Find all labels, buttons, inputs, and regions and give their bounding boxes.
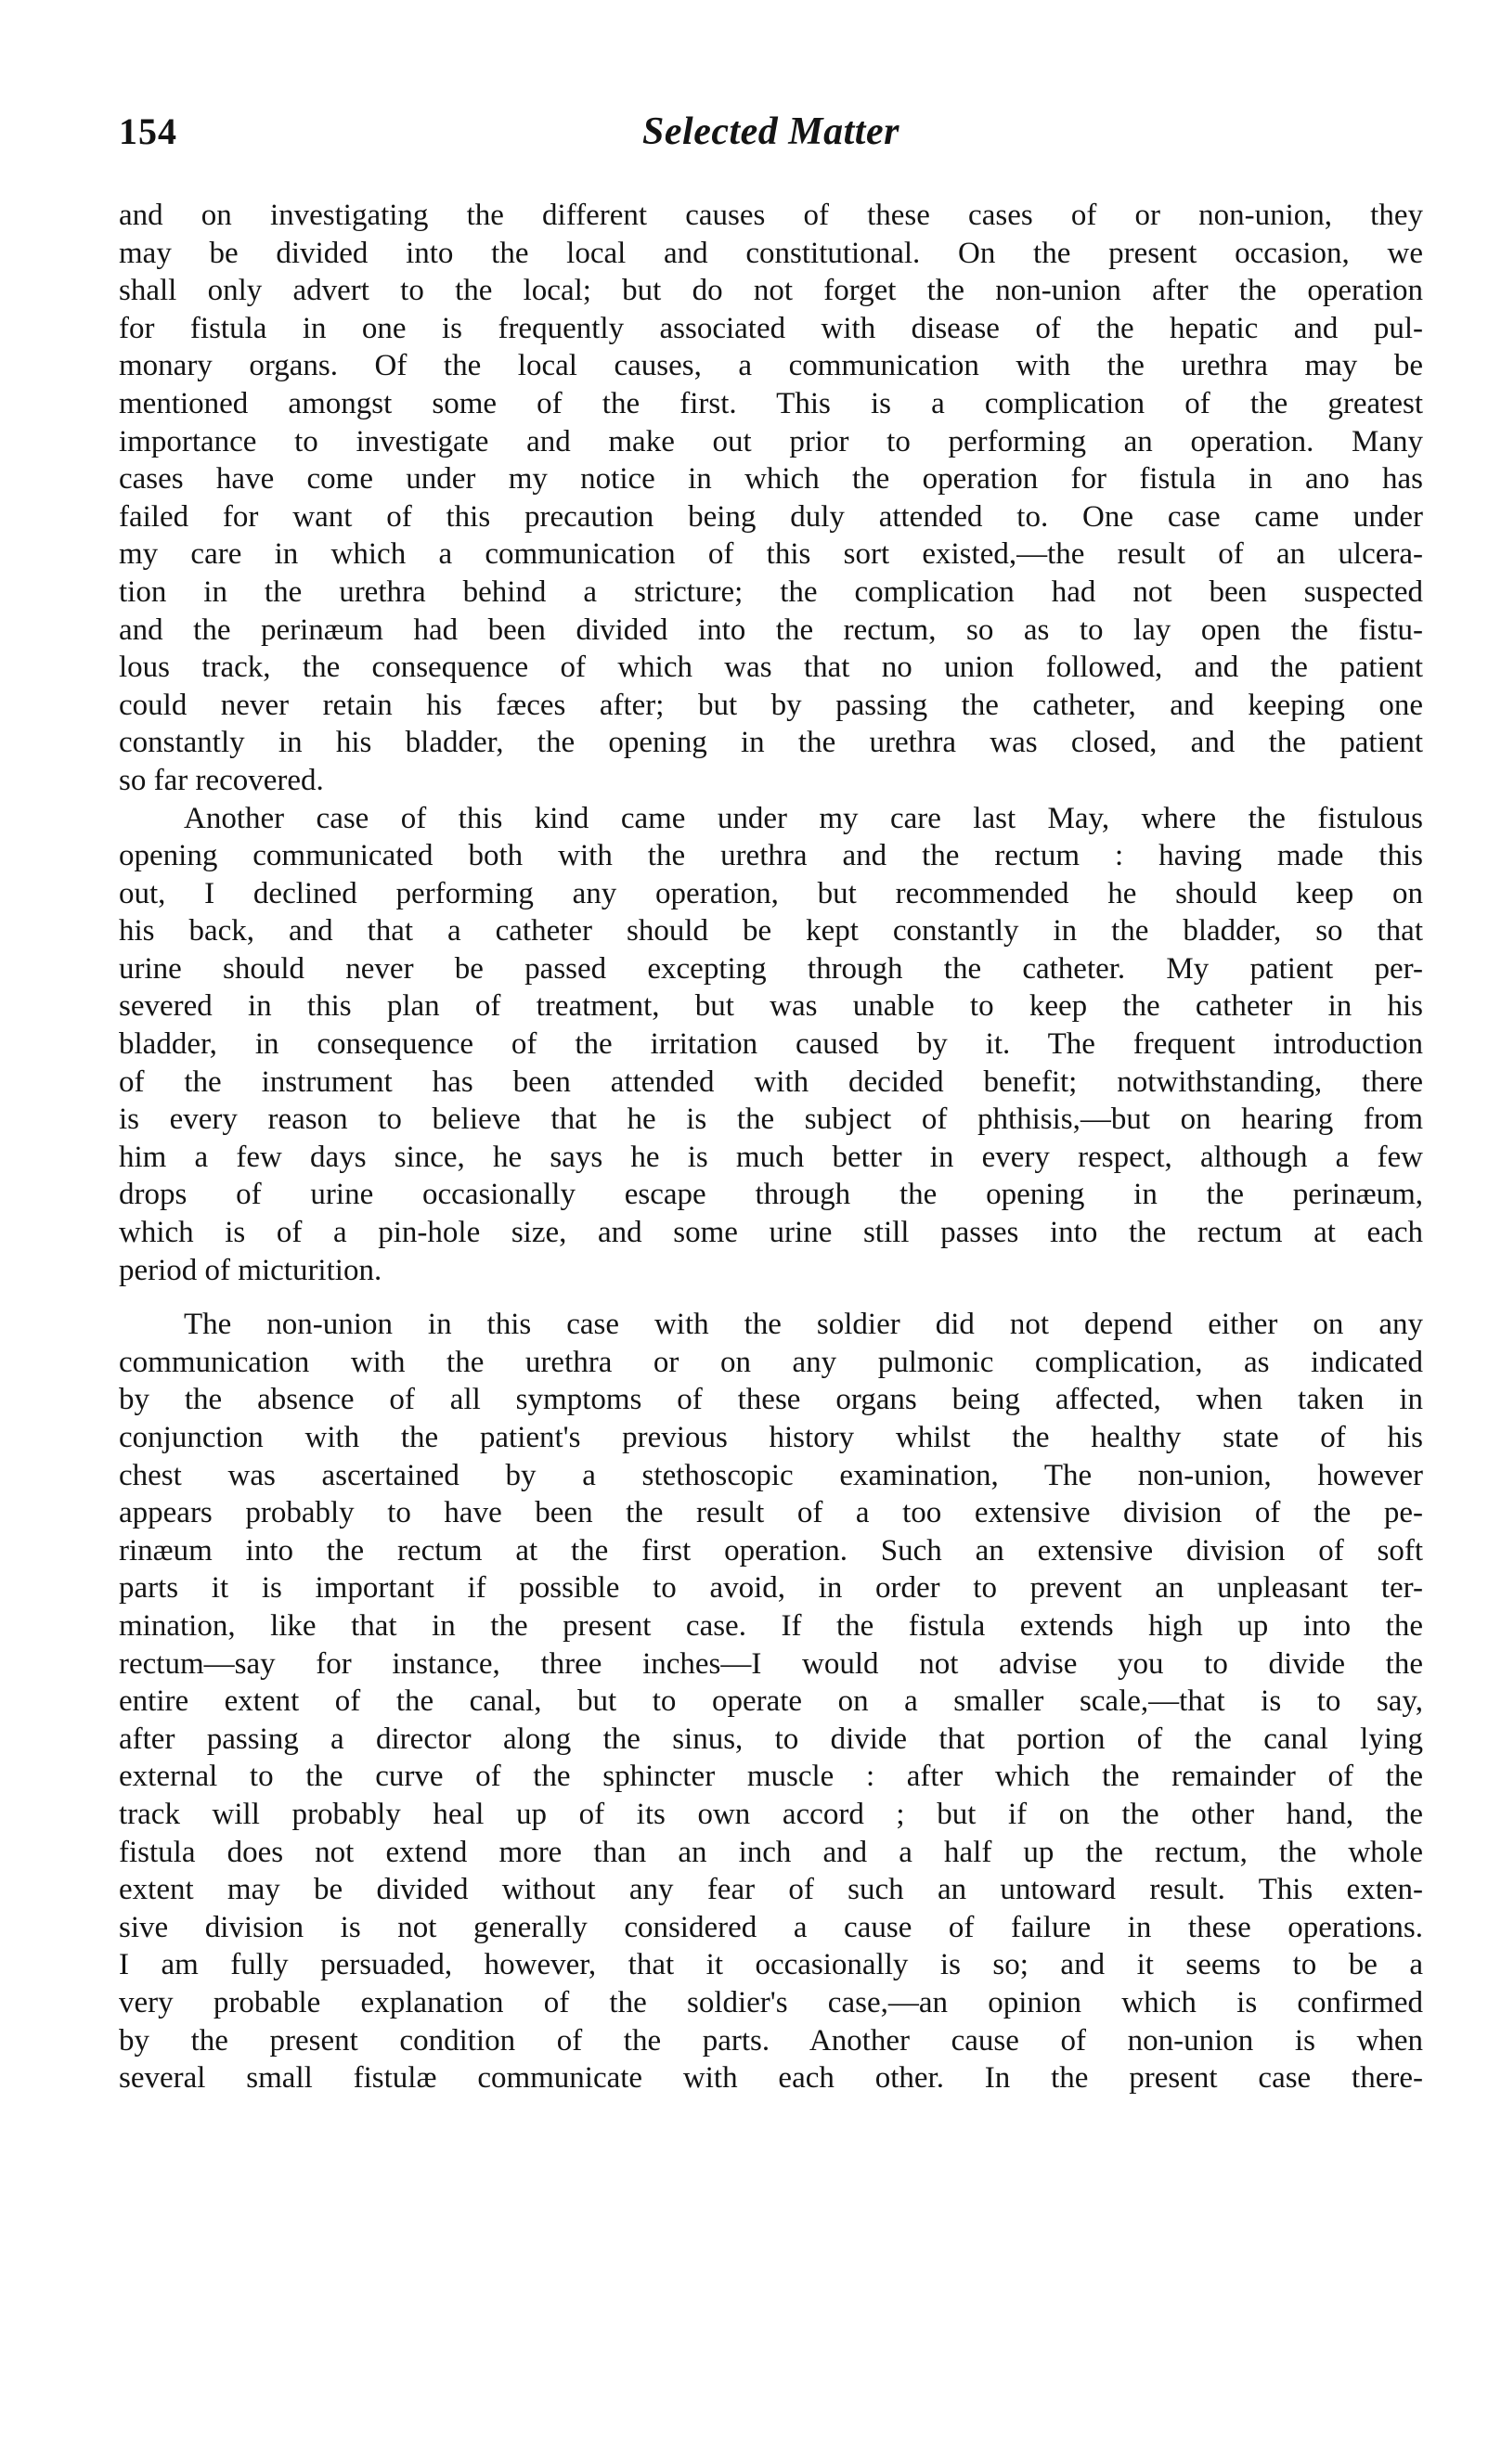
text-line: for fistula in one is frequently associated with disease of the hepatic and pul- (119, 311, 1423, 345)
text-line: his back, and that a catheter should be kept constantly in the bladder, so that (119, 914, 1423, 948)
text-line: severed in this plan of treatment, but was unable to keep the catheter in his (119, 989, 1423, 1024)
text-line: so far recovered. (119, 763, 324, 797)
text-line: could never retain his fæces after; but by passing the catheter, and keeping one (119, 688, 1423, 722)
text-line: tion in the urethra behind a stricture; the complication had not been suspected (119, 574, 1423, 609)
text-line: constantly in his bladder, the opening in the urethra was closed, and the patient (119, 726, 1423, 760)
text-line: mentioned amongst some of the first. This is a complication of the greatest (119, 386, 1423, 420)
text-line: out, I declined performing any operation, but recommended he should keep on (119, 876, 1423, 910)
text-line: after passing a director along the sinus, to divide that portion of the canal lying (119, 1722, 1423, 1756)
text-line: appears probably to have been the result of a too extensive division of the pe- (119, 1496, 1423, 1530)
text-line: which is of a pin-hole size, and some urine still passes into the rectum at each (119, 1216, 1423, 1250)
text-line: by the absence of all symptoms of these organs being affected, when taken in (119, 1383, 1423, 1417)
text-line: by the present condition of the parts. Another cause of non-union is when (119, 2023, 1423, 2058)
text-line: urine should never be passed excepting through the catheter. My patient per- (119, 951, 1423, 986)
text-line: shall only advert to the local; but do not forget the non-union after the operation (119, 274, 1423, 308)
text-line: and the perinæum had been divided into the rectum, so as to lay open the fistu- (119, 613, 1423, 647)
paragraph-spacer (119, 1289, 1423, 1306)
text-line: drops of urine occasionally escape through the opening in the perinæum, (119, 1178, 1423, 1212)
paragraph-1 (119, 197, 1423, 800)
paragraph-3 (119, 1306, 1423, 2096)
text-line: fistula does not extend more than an inch and a half up the rectum, the whole (119, 1835, 1423, 1869)
text-line: period of micturition. (119, 1253, 382, 1287)
text-line: importance to investigate and make out prior to performing an operation. Many (119, 424, 1423, 458)
text-line: mination, like that in the present case. If the fistula extends high up into the (119, 1608, 1423, 1643)
text-line: and on investigating the different causes of these cases of or non-union, they (119, 199, 1423, 232)
text-line: entire extent of the canal, but to operate on a smaller scale,—that is to say, (119, 1684, 1423, 1719)
text-line: of the instrument has been attended with decided benefit; notwithstanding, there (119, 1064, 1423, 1099)
text-line: external to the curve of the sphincter muscle : after which the remainder of the (119, 1760, 1423, 1794)
text-line: is every reason to believe that he is the subject of phthisis,—but on hearing from (119, 1103, 1423, 1137)
page-header (119, 110, 1423, 165)
text-line: failed for want of this precaution being duly attended to. One case came under (119, 499, 1423, 534)
running-title: Selected Matter (642, 110, 899, 153)
text-line: cases have come under my notice in which the operation for fistula in ano has (119, 462, 1423, 497)
text-line: may be divided into the local and constitutional. On the present occasion, we (119, 236, 1423, 270)
text-line: parts it is important if possible to avoid, in order to prevent an unpleasant ter- (119, 1571, 1423, 1606)
body-text (119, 197, 1423, 2097)
text-line: him a few days since, he says he is much better in every respect, although a few (119, 1140, 1423, 1174)
text-line: lous track, the consequence of which was that no union followed, and the patient (119, 651, 1423, 685)
text-line: extent may be divided without any fear of such an untoward result. This exten- (119, 1873, 1423, 1907)
text-line: very probable explanation of the soldier's case,—an opinion which is confirmed (119, 1985, 1423, 2019)
page-number: 154 (119, 110, 177, 152)
text-line: Another case of this kind came under my care last May, where the fistulous (184, 801, 1423, 835)
text-line: several small fistulæ communicate with each other. In the present case there- (119, 2061, 1423, 2096)
text-line: The non-union in this case with the soldier did not depend either on any (184, 1308, 1423, 1342)
text-line: my care in which a communication of this sort existed,—the result of an ulcera- (119, 537, 1423, 572)
text-line: communication with the urethra or on any pulmonic complication, as indicated (119, 1345, 1423, 1379)
text-line: conjunction with the patient's previous history whilst the healthy state of his (119, 1421, 1423, 1454)
text-line: monary organs. Of the local causes, a communication with the urethra may be (119, 349, 1423, 383)
text-line: rinæum into the rectum at the first operation. Such an extensive division of soft (119, 1533, 1423, 1567)
text-line: chest was ascertained by a stethoscopic examination, The non-union, however (119, 1458, 1423, 1492)
text-line: I am fully persuaded, however, that it occasionally is so; and it seems to be a (119, 1948, 1423, 1982)
text-line: sive division is not generally considered a cause of failure in these operations. (119, 1910, 1423, 1944)
paragraph-2 (119, 800, 1423, 1290)
text-line: bladder, in consequence of the irritation caused by it. The frequent introduction (119, 1027, 1423, 1062)
text-line: rectum—say for instance, three inches—I would not advise you to divide the (119, 1646, 1423, 1681)
text-line: track will probably heal up of its own accord ; but if on the other hand, the (119, 1797, 1423, 1831)
text-line: opening communicated both with the urethra and the rectum : having made this (119, 839, 1423, 873)
